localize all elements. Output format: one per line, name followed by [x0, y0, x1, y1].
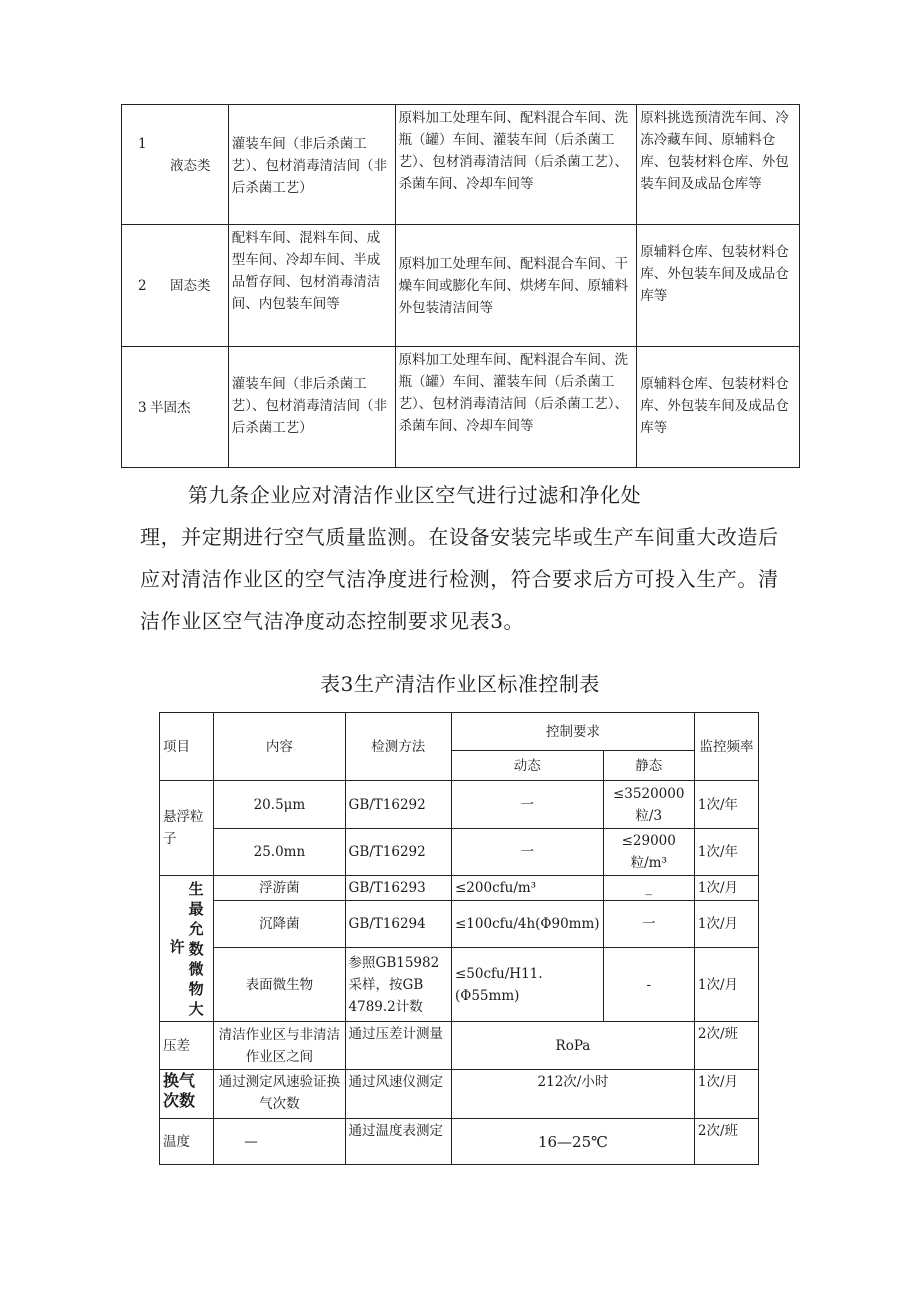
table-row — [122, 105, 800, 225]
category-cell — [122, 105, 229, 225]
header-item: 项目 — [160, 713, 214, 781]
table-row — [122, 347, 800, 468]
category-cell — [122, 225, 229, 347]
header-control: 控制要求 — [452, 713, 695, 751]
clean-zone-cell: 配料车间、混料车间、成型车间、冷却车间、半成品暂存间、包材消毒清洁间、内包装车间等 — [228, 225, 395, 347]
cell-frequency: 1次/月 — [694, 1070, 758, 1119]
cell-frequency: 2次/班 — [694, 1119, 758, 1165]
cell-static: ≤3520000粒/3 — [603, 781, 694, 829]
table-row — [160, 1119, 759, 1165]
table-caption: 表3生产清洁作业区标准控制表 — [320, 672, 600, 696]
microbes-label-col1: 许 — [169, 937, 185, 956]
cell-dynamic: ≤100cfu/4h(Φ90mm) — [452, 901, 604, 948]
table-row — [160, 1022, 759, 1070]
cell-dynamic: ≤50cfu/H11.(Φ55mm) — [452, 948, 604, 1022]
article-nine-paragraph — [140, 474, 800, 642]
table-row — [160, 901, 759, 948]
cell-method: 通过温度表测定 — [345, 1119, 451, 1165]
particles-label: 悬浮粒子 — [160, 781, 214, 876]
row-number: 2 — [138, 278, 147, 294]
microbes-label-col2: 生 最 允 数 微 物 大 — [188, 879, 204, 1018]
cell-content: 清洁作业区与非清洁作业区之间 — [214, 1022, 345, 1070]
quasi-clean-zone-cell: 原料加工处理车间、配料混合车间、洗瓶（罐）车间、灌装车间（后杀菌工艺）、包材消毒清洁间（后杀菌工艺）、杀菌车间、冷却车间等 — [395, 105, 637, 225]
microbes-label — [160, 876, 214, 1022]
general-zone-cell: 原辅料仓库、包装材料仓库、外包装车间及成品仓库等 — [637, 347, 800, 468]
table-row — [160, 829, 759, 876]
cell-content: 通过测定风速验证换气次数 — [214, 1070, 345, 1119]
paragraph-line: 第九条企业应对清洁作业区空气进行过滤和净化处 — [188, 483, 642, 507]
cell-frequency: 1次/年 — [694, 829, 758, 876]
cell-static: _ — [603, 876, 694, 901]
header-static: 静态 — [603, 751, 694, 781]
cell-frequency: 1次/年 — [694, 781, 758, 829]
cell-static: - — [603, 948, 694, 1022]
cell-method: GB/T16293 — [345, 876, 451, 901]
cell-method: 通过压差计测量 — [345, 1022, 451, 1070]
table-row — [122, 225, 800, 347]
cell-dynamic: ≤200cfu/m³ — [452, 876, 604, 901]
row-number: 1 — [138, 136, 147, 152]
cell-frequency: 2次/班 — [694, 1022, 758, 1070]
cell-method: GB/T16292 — [345, 781, 451, 829]
cell-frequency: 1次/月 — [694, 901, 758, 948]
cell-frequency: 1次/月 — [694, 876, 758, 901]
cell-content: 沉降菌 — [214, 901, 345, 948]
table-row — [160, 1070, 759, 1119]
paragraph-line: 应对清洁作业区的空气洁净度进行检测，符合要求后方可投入生产。清 — [140, 567, 779, 591]
paragraph-line: 理，并定期进行空气质量监测。在设备安装完毕或生产车间重大改造后 — [140, 525, 779, 549]
general-zone-cell: 原料挑选预清洗车间、冷冻冷藏车间、原辅料仓库、包装材料仓库、外包装车间及成品仓库等 — [637, 105, 800, 225]
header-method: 检测方法 — [345, 713, 451, 781]
air-changes-label: 换气次数 — [160, 1070, 214, 1119]
category-name: 液态类 — [170, 158, 211, 174]
pressure-label: 压差 — [160, 1022, 214, 1070]
cell-content: 表面微生物 — [214, 948, 345, 1022]
cell-value: 212次/小时 — [452, 1070, 695, 1119]
cell-method: 参照GB15982采样，按GB 4789.2计数 — [345, 948, 451, 1022]
quasi-clean-zone-cell: 原料加工处理车间、配料混合车间、干燥车间或膨化车间、烘烤车间、原辅料外包装清洁间等 — [395, 225, 637, 347]
header-frequency: 监控频率 — [694, 713, 758, 781]
clean-zone-control-table — [159, 712, 759, 1165]
cell-method: 通过风速仪测定 — [345, 1070, 451, 1119]
category-name: 固态类 — [170, 278, 211, 294]
cell-method: GB/T16294 — [345, 901, 451, 948]
category-cell — [122, 347, 229, 468]
cell-static: ≤29000粒/m³ — [603, 829, 694, 876]
quasi-clean-zone-cell: 原料加工处理车间、配料混合车间、洗瓶（罐）车间、灌装车间（后杀菌工艺）、包材消毒清洁间（后杀菌工艺）、杀菌车间、冷却车间等 — [395, 347, 637, 468]
table-row — [160, 781, 759, 829]
cell-value: RoPa — [452, 1022, 695, 1070]
general-zone-cell: 原辅料仓库、包装材料仓库、外包装车间及成品仓库等 — [637, 225, 800, 347]
header-row — [160, 713, 759, 751]
cell-frequency: 1次/月 — [694, 948, 758, 1022]
clean-zone-cell: 灌装车间（非后杀菌工艺）、包材消毒清洁间（非后杀菌工艺） — [228, 105, 395, 225]
cell-content: 25.0mn — [214, 829, 345, 876]
table-row — [160, 948, 759, 1022]
cell-content: 20.5μm — [214, 781, 345, 829]
cell-method: GB/T16292 — [345, 829, 451, 876]
cell-dynamic: 一 — [452, 781, 604, 829]
temperature-label: 温度 — [160, 1119, 214, 1165]
header-content: 内容 — [214, 713, 345, 781]
header-dynamic: 动态 — [452, 751, 604, 781]
paragraph-line: 洁作业区空气洁净度动态控制要求见表3。 — [140, 609, 525, 633]
cell-value: 16—25℃ — [452, 1119, 695, 1165]
clean-zone-cell: 灌装车间（非后杀菌工艺）、包材消毒清洁间（非后杀菌工艺） — [228, 347, 395, 468]
zone-classification-table — [121, 104, 800, 468]
category-name: 半固杰 — [150, 400, 191, 416]
table-row — [160, 876, 759, 901]
cell-content: — — [214, 1119, 345, 1165]
cell-content: 浮游菌 — [214, 876, 345, 901]
cell-static: 一 — [603, 901, 694, 948]
row-number: 3 — [138, 400, 147, 416]
cell-dynamic: 一 — [452, 829, 604, 876]
